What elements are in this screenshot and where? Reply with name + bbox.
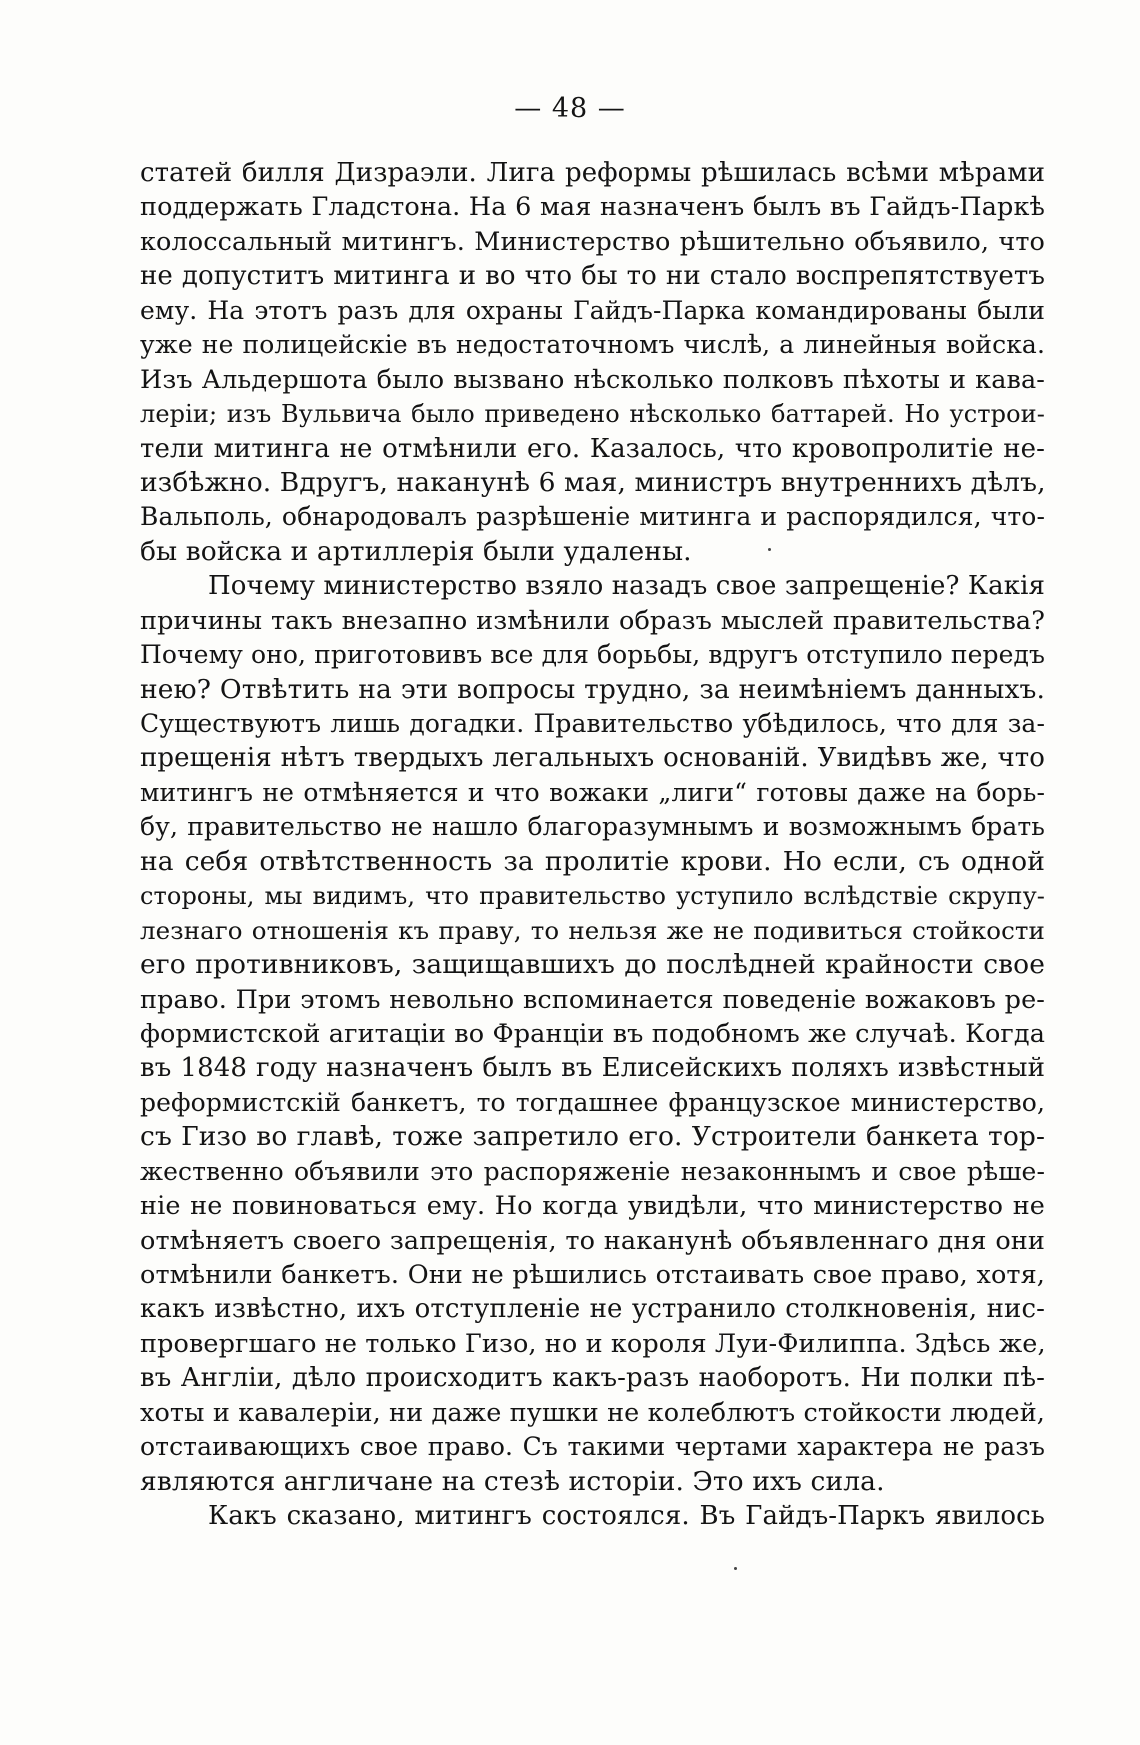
text-line: Существуютъ лишь догадки. Правительство убѣдилось, что для за-: [140, 709, 1045, 738]
text-line: бу, правительство не нашло благоразумнымъ и возможнымъ брать: [140, 812, 1045, 842]
print-speck: [734, 1567, 737, 1570]
text-line: Почему оно, приготовивъ все для борьбы, вдругъ отступило передъ: [140, 640, 1045, 670]
text-line: поддержать Гладстона. На 6 мая назначенъ былъ въ Гайдъ-Паркѣ: [140, 192, 1045, 223]
text-line: на себя отвѣтственность за пролитіе крови. Но если, съ одной: [140, 845, 1045, 877]
text-line: хоты и кавалеріи, ни даже пушки не колеблютъ стойкости людей,: [140, 1397, 1045, 1428]
text-line: бы войска и артиллерія были удалены.: [140, 535, 692, 567]
text-line: отстаивающихъ свое право. Съ такими чертами характера не разъ: [140, 1432, 1045, 1462]
text-line: въ Англіи, дѣло происходитъ какъ-разъ наоборотъ. Ни полки пѣ-: [140, 1363, 1045, 1394]
text-line: уже не полицейскіе въ недостаточномъ числѣ, а линейныя войска.: [140, 330, 1045, 360]
text-line: Вальполь, обнародовалъ разрѣшеніе митинга и распорядился, что-: [140, 502, 1045, 532]
text-line: Какъ сказано, митингъ состоялся. Въ Гайдъ-Паркъ явилось: [208, 1501, 1045, 1532]
page-number: — 48 —: [514, 93, 626, 124]
text-line: причины такъ внезапно измѣнили образъ мыслей правительства?: [140, 605, 1045, 636]
text-line: колоссальный митингъ. Министерство рѣшительно объявило, что: [140, 226, 1045, 257]
text-line: тели митинга не отмѣнили его. Казалось, что кровопролитіе не-: [140, 433, 1045, 464]
text-line: лезнаго отношенія къ праву, то нельзя же не подивиться стойкости: [140, 915, 1045, 945]
text-line: отмѣняетъ своего запрещенія, то наканунѣ объявленнаго дня они: [140, 1225, 1045, 1256]
text-line: стороны, мы видимъ, что правительство уступило вслѣдствіе скрупу-: [140, 882, 1045, 911]
text-line: отмѣнили банкетъ. Они не рѣшились отстаивать свое право, хотя,: [140, 1260, 1045, 1290]
text-line: его противниковъ, защищавшихъ до послѣдней крайности свое: [140, 949, 1045, 981]
text-line: жественно объявили это распоряженіе незаконнымъ и свое рѣше-: [140, 1156, 1045, 1186]
print-speck: [768, 548, 771, 551]
text-line: формистской агитаціи во Франціи въ подобномъ же случаѣ. Когда: [140, 1018, 1045, 1049]
text-line: въ 1848 году назначенъ былъ въ Елисейскихъ поляхъ извѣстный: [140, 1053, 1045, 1084]
text-line: являются англичане на стезѣ исторіи. Это ихъ сила.: [140, 1465, 885, 1497]
text-line: избѣжно. Вдругъ, наканунѣ 6 мая, министръ внутреннихъ дѣлъ,: [140, 466, 1046, 498]
text-line: ніе не повиноваться ему. Но когда увидѣли, что министерство не: [140, 1191, 1045, 1222]
text-line: митингъ не отмѣняется и что вожаки „лиги“ готовы даже на борь-: [140, 777, 1045, 807]
body-text: [140, 156, 1045, 1534]
text-line: какъ извѣстно, ихъ отступленіе не устранило столкновенія, нис-: [140, 1294, 1045, 1325]
text-line: реформистскій банкетъ, то тогдашнее французское министерство,: [140, 1087, 1045, 1117]
text-line: не допуститъ митинга и во что бы то ни стало воспрепятствуетъ: [140, 261, 1045, 292]
text-line: прещенія нѣтъ твердыхъ легальныхъ основаній. Увидѣвъ же, что: [140, 743, 1045, 774]
text-line: леріи; изъ Вульвича было приведено нѣсколько баттарей. Но устрои-: [140, 400, 1045, 429]
text-line: Изъ Альдершота было вызвано нѣсколько полковъ пѣхоты и кава-: [140, 364, 1045, 395]
text-line: съ Гизо во главѣ, тоже запретило его. Устроители банкета тор-: [140, 1121, 1045, 1153]
text-line: нею? Отвѣтить на эти вопросы трудно, за неимѣніемъ данныхъ.: [140, 673, 1045, 705]
text-line: статей билля Дизраэли. Лига реформы рѣшилась всѣми мѣрами: [140, 158, 1045, 188]
text-line: право. При этомъ невольно вспоминается поведеніе вожаковъ ре-: [140, 984, 1045, 1015]
text-line: ему. На этотъ разъ для охраны Гайдъ-Парка командированы были: [140, 295, 1045, 325]
text-line: провергшаго не только Гизо, но и короля Луи-Филиппа. Здѣсь же,: [140, 1328, 1046, 1359]
text-line: Почему министерство взяло назадъ свое запрещеніе? Какія: [208, 571, 1045, 602]
